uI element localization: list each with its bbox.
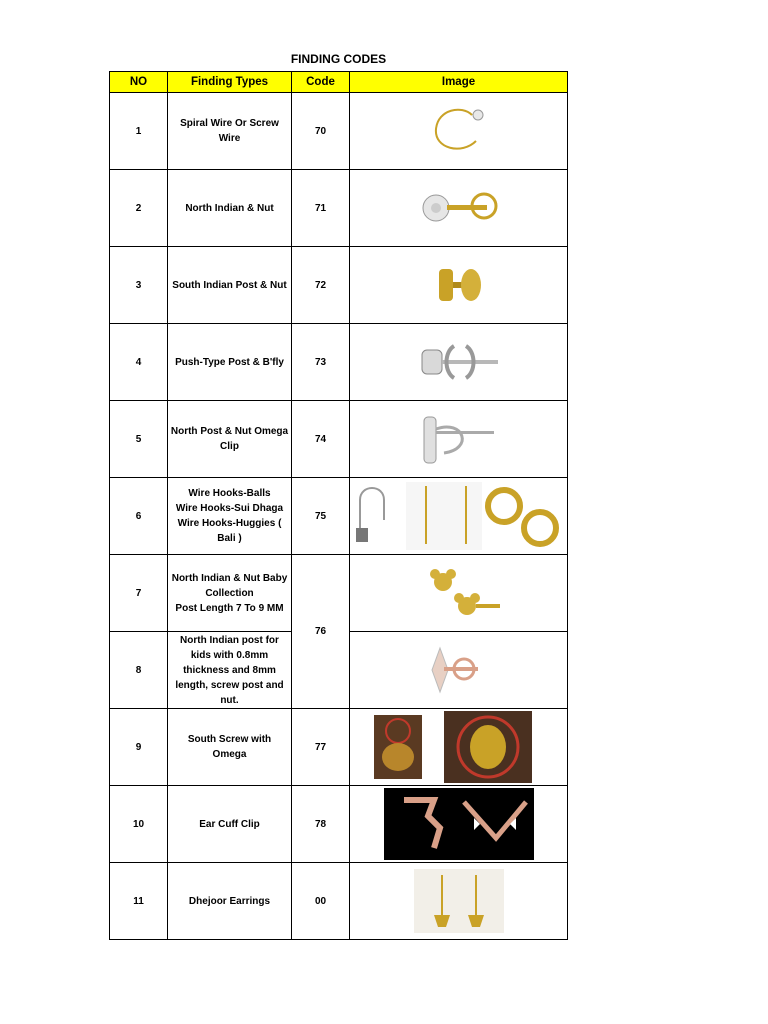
- row-finding-type: South Indian Post & Nut: [168, 247, 292, 324]
- row-finding-type: North Indian & Nut Baby Collection Post Length 7 To 9 MM: [168, 555, 292, 632]
- ear-cuff-clip-image: [384, 788, 534, 860]
- push-type-butterfly-image: [414, 332, 504, 392]
- wire-hooks-image: [354, 480, 564, 552]
- row-finding-type: North Post & Nut Omega Clip: [168, 401, 292, 478]
- omega-clip-image: [414, 409, 504, 469]
- row-no: 9: [110, 709, 168, 786]
- table-row: [110, 324, 568, 401]
- row-no: 1: [110, 93, 168, 170]
- table-row: [110, 555, 568, 632]
- south-indian-post-nut-image: [429, 255, 489, 315]
- row-no: 10: [110, 786, 168, 863]
- row-no: 2: [110, 170, 168, 247]
- row-code: 73: [292, 324, 350, 401]
- table-row: [110, 247, 568, 324]
- header-finding-types: Finding Types: [168, 72, 292, 93]
- row-code: 75: [292, 478, 350, 555]
- kids-post-image: [424, 638, 494, 702]
- table-row: [110, 401, 568, 478]
- row-finding-type: Wire Hooks-Balls Wire Hooks-Sui Dhaga Wire Hooks-Huggies ( Bali ): [168, 478, 292, 555]
- row-finding-type: North Indian post for kids with 0.8mm thickness and 8mm length, screw post and nut.: [168, 632, 292, 709]
- row-finding-type: Spiral Wire Or Screw Wire: [168, 93, 292, 170]
- row-no: 4: [110, 324, 168, 401]
- row-code: 00: [292, 863, 350, 940]
- row-no: 7: [110, 555, 168, 632]
- row-finding-type: Ear Cuff Clip: [168, 786, 292, 863]
- row-code: 74: [292, 401, 350, 478]
- row-no: 5: [110, 401, 168, 478]
- row-no: 11: [110, 863, 168, 940]
- spiral-wire-image: [424, 101, 494, 161]
- table-row: [110, 863, 568, 940]
- table-row: [110, 478, 568, 555]
- page-title: FINDING CODES: [290, 52, 387, 66]
- north-indian-nut-image: [414, 178, 504, 238]
- header-code: Code: [292, 72, 350, 93]
- south-screw-omega-image: [374, 711, 544, 783]
- table-row: [110, 709, 568, 786]
- header-no: NO: [110, 72, 168, 93]
- row-code: 70: [292, 93, 350, 170]
- dhejoor-earrings-image: [414, 869, 504, 933]
- row-finding-type: North Indian & Nut: [168, 170, 292, 247]
- row-code: 71: [292, 170, 350, 247]
- row-code: 72: [292, 247, 350, 324]
- row-no: 8: [110, 632, 168, 709]
- row-code: 77: [292, 709, 350, 786]
- table-row: [110, 93, 568, 170]
- finding-codes-table: [109, 71, 568, 940]
- baby-collection-image: [409, 558, 509, 628]
- row-finding-type: Push-Type Post & B'fly: [168, 324, 292, 401]
- row-finding-type: Dhejoor Earrings: [168, 863, 292, 940]
- row-code: 76: [292, 555, 350, 709]
- header-image: Image: [350, 72, 568, 93]
- row-no: 3: [110, 247, 168, 324]
- table-header-row: [110, 72, 568, 93]
- row-no: 6: [110, 478, 168, 555]
- row-code: 78: [292, 786, 350, 863]
- row-finding-type: South Screw with Omega: [168, 709, 292, 786]
- table-row: [110, 170, 568, 247]
- table-row: [110, 786, 568, 863]
